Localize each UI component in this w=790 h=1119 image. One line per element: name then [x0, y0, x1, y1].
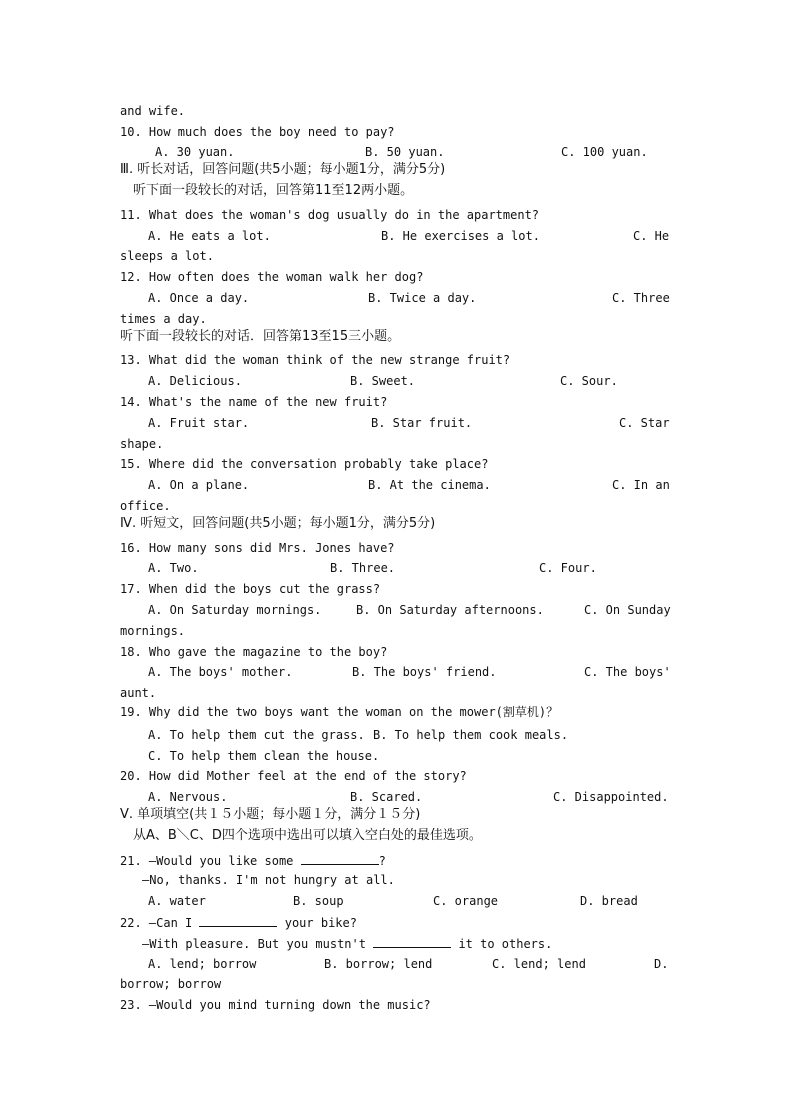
option-a: A. On Saturday mornings. — [148, 603, 322, 617]
option-b: B. Twice a day. — [368, 291, 477, 305]
option-c: C. To help them clean the house. — [148, 749, 380, 763]
question-13: 13. What did the woman think of the new strange fruit? — [120, 353, 511, 367]
text-line: aunt. — [120, 686, 157, 700]
option-b: B. Scared. — [350, 790, 423, 804]
option-a: A. The boys' mother. — [148, 665, 293, 679]
option-b: B. He exercises a lot. — [381, 229, 540, 243]
option-b: B. The boys' friend. — [352, 665, 497, 679]
option-c: C. Sour. — [560, 374, 618, 388]
option-b: B. To help them cook meals. — [373, 728, 569, 742]
option-a: A. To help them cut the grass. — [148, 728, 365, 742]
instruction-line: 从A、B＼C、D四个选项中选出可以填入空白处的最佳选项。 — [133, 828, 482, 843]
option-b: B. At the cinema. — [368, 478, 491, 492]
question-text-end: your bike? — [284, 916, 357, 930]
option-c: C. He — [633, 229, 670, 243]
question-10: 10. How much does the boy need to pay? — [120, 125, 395, 139]
question-16: 16. How many sons did Mrs. Jones have? — [120, 541, 395, 555]
answer-blank — [301, 853, 379, 865]
question-15: 15. Where did the conversation probably take place? — [120, 457, 489, 471]
option-c: C. Star — [619, 416, 670, 430]
option-c: C. orange — [433, 894, 499, 908]
dialogue-text-end: it to others. — [458, 937, 553, 951]
option-c: C. Three — [612, 291, 670, 305]
option-b: B. Star fruit. — [371, 416, 473, 430]
option-a: A. Two. — [148, 561, 199, 575]
dialogue-line: —No, thanks. I'm not hungry at all. — [142, 873, 395, 887]
dialogue-text: —With pleasure. But you mustn't — [142, 937, 366, 951]
option-c: C. 100 yuan. — [561, 145, 648, 159]
dialogue-line — [142, 936, 552, 951]
option-b: B. On Saturday afternoons. — [356, 603, 544, 617]
option-a: A. Once a day. — [148, 291, 250, 305]
question-17: 17. When did the boys cut the grass? — [120, 582, 381, 596]
question-20: 20. How did Mother feel at the end of the story? — [120, 769, 467, 783]
question-11: 11. What does the woman's dog usually do in the apartment? — [120, 208, 540, 222]
option-a: A. 30 yuan. — [155, 145, 235, 159]
question-text: 21. —Would you like some — [120, 854, 294, 868]
question-text: 22. —Can I — [120, 916, 193, 930]
section-heading-4: Ⅳ. 听短文，回答问题(共5小题；每小题1分，满分5分) — [120, 516, 436, 531]
option-c: C. On Sunday — [584, 603, 671, 617]
question-23: 23. —Would you mind turning down the music? — [120, 998, 431, 1012]
question-12: 12. How often does the woman walk her dog? — [120, 270, 424, 284]
option-b: B. Sweet. — [350, 374, 416, 388]
text-line: and wife. — [120, 104, 186, 118]
option-b: B. borrow; lend — [324, 957, 433, 971]
text-line: mornings. — [120, 624, 186, 638]
option-c: C. Disappointed. — [553, 790, 669, 804]
option-b: B. soup — [293, 894, 344, 908]
option-a: A. On a plane. — [148, 478, 250, 492]
option-c: C. lend; lend — [492, 957, 586, 971]
question-18: 18. Who gave the magazine to the boy? — [120, 645, 388, 659]
text-line: sleeps a lot. — [120, 249, 214, 263]
option-a: A. lend; borrow — [148, 957, 257, 971]
option-d: D. — [654, 957, 669, 971]
option-a: A. water — [148, 894, 206, 908]
text-line: borrow; borrow — [120, 977, 222, 991]
option-a: A. Nervous. — [148, 790, 228, 804]
option-c: C. Four. — [539, 561, 597, 575]
option-c: C. In an — [612, 478, 670, 492]
section-heading-5: Ⅴ. 单项填空(共１５小题；每小题１分，满分１５分) — [120, 807, 421, 822]
question-21 — [120, 853, 386, 868]
answer-blank — [199, 915, 277, 927]
question-19: 19. Why did the two boys want the woman on the mower(割草机)？ — [120, 705, 559, 719]
text-line: shape. — [120, 437, 164, 451]
option-b: B. Three. — [330, 561, 396, 575]
question-text-end: ? — [378, 854, 386, 868]
option-a: A. Fruit star. — [148, 416, 250, 430]
option-c: C. The boys' — [584, 665, 671, 679]
option-a: A. He eats a lot. — [148, 229, 271, 243]
option-b: B. 50 yuan. — [365, 145, 445, 159]
text-line: office. — [120, 499, 171, 513]
section-heading-3: Ⅲ. 听长对话，回答问题(共5小题；每小题1分，满分5分) — [120, 162, 446, 177]
text-line: times a day. — [120, 312, 207, 326]
option-d: D. bread — [580, 894, 638, 908]
instruction-line: 听下面一段较长的对话．回答第13至15三小题。 — [120, 329, 401, 344]
question-22 — [120, 915, 357, 930]
question-14: 14. What's the name of the new fruit? — [120, 395, 388, 409]
instruction-line: 听下面一段较长的对话，回答第11至12两小题。 — [133, 183, 414, 198]
answer-blank — [373, 936, 451, 948]
option-a: A. Delicious. — [148, 374, 242, 388]
